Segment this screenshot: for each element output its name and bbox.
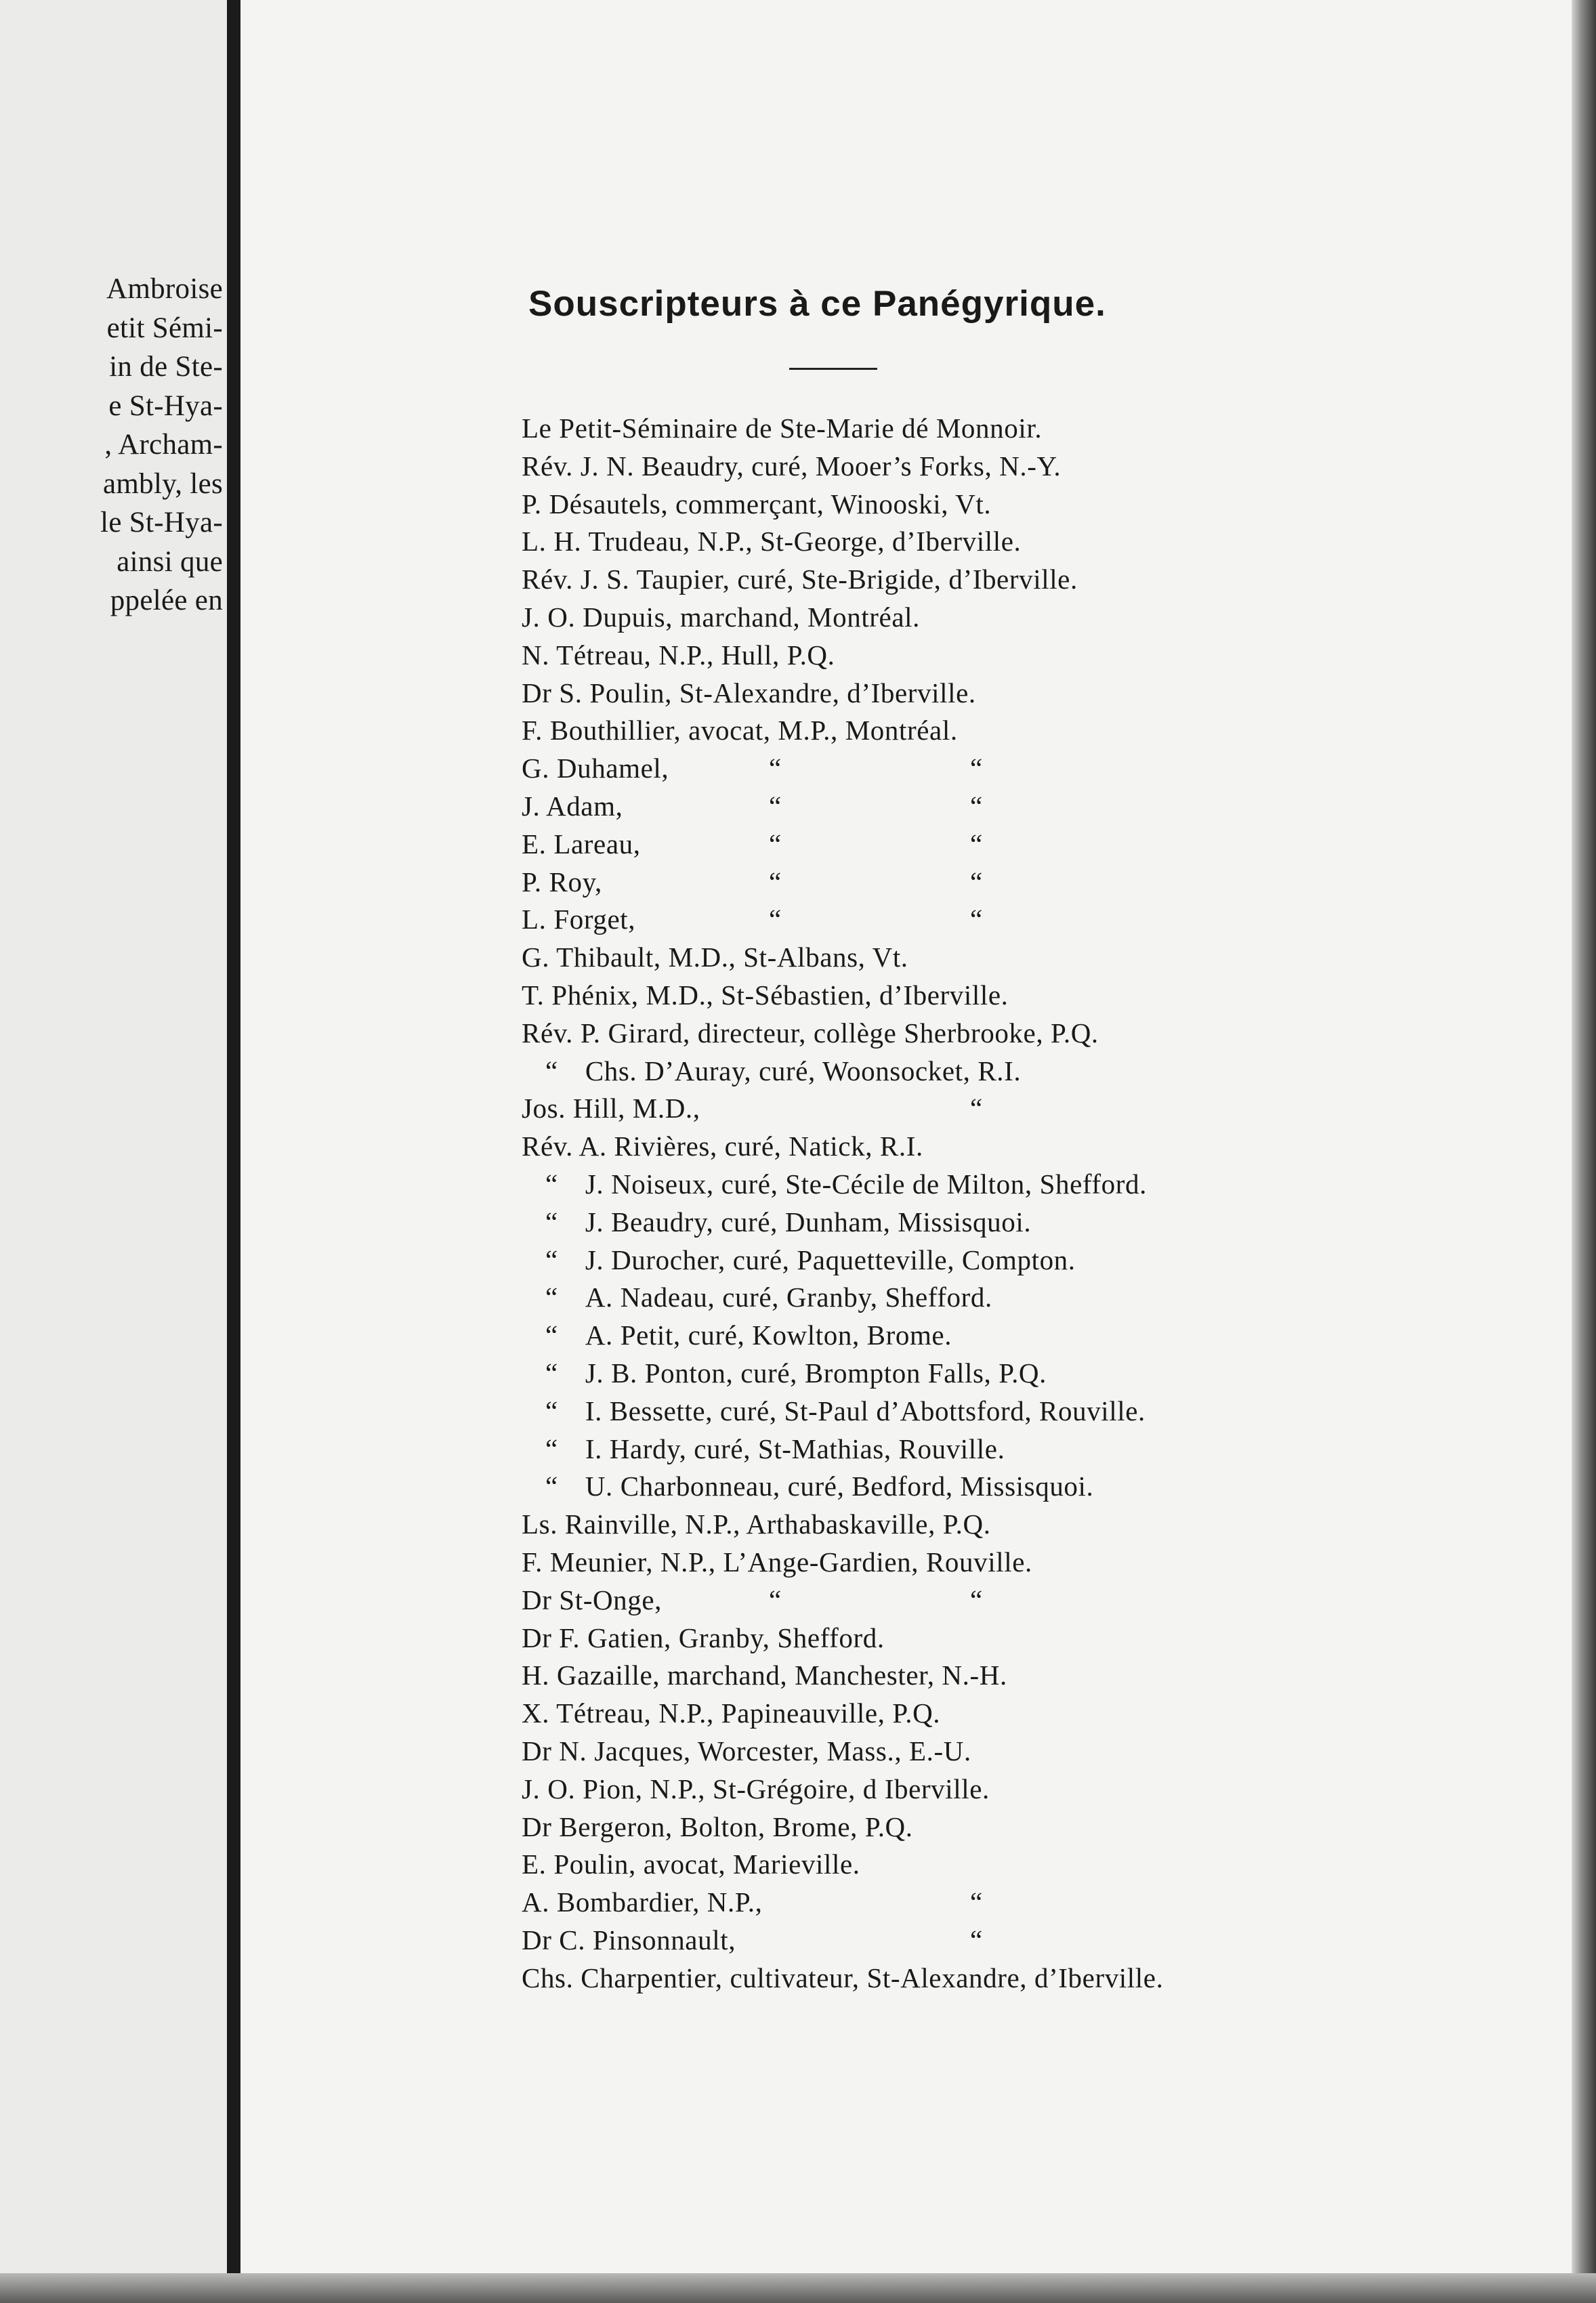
- subscriber-entry: [522, 1813, 913, 1841]
- subscriber-text: Dr S. Poulin, St-Alexandre, d’Iberville.: [522, 677, 976, 709]
- left-page-line: ambly, les: [103, 467, 223, 500]
- title-rule: [789, 368, 877, 370]
- ditto-mark: “: [769, 753, 782, 784]
- ditto-mark: “: [545, 1244, 558, 1275]
- ditto-mark: “: [970, 1093, 983, 1124]
- ditto-mark: “: [769, 828, 782, 860]
- subscriber-text: A. Bombardier, N.P.,: [522, 1886, 763, 1918]
- page-title: Souscripteurs à ce Panégyrique.: [528, 284, 1106, 324]
- ditto-mark: “: [970, 790, 983, 822]
- subscriber-entry: [545, 1208, 1031, 1236]
- subscriber-entry: [522, 790, 623, 822]
- left-page-line: Ambroise: [106, 273, 223, 305]
- subscriber-entry: [522, 528, 1021, 555]
- subscriber-text: J. Adam,: [522, 790, 623, 822]
- subscriber-text: Le Petit-Séminaire de Ste-Marie dé Monnoir.: [522, 413, 1043, 444]
- ditto-mark: “: [545, 1471, 558, 1502]
- subscriber-entry: [522, 452, 1061, 480]
- subscriber-entry: [522, 1888, 762, 1916]
- subscriber-entry: [522, 717, 958, 744]
- subscriber-text: Dr F. Gatien, Granby, Shefford.: [522, 1622, 885, 1653]
- book-gutter: [227, 0, 240, 2303]
- subscriber-entry: [522, 601, 920, 633]
- ditto-mark: “: [970, 753, 983, 784]
- subscriber-entry: [545, 1246, 1076, 1274]
- subscriber-text: H. Gazaille, marchand, Manchester, N.-H.: [522, 1660, 1007, 1691]
- ditto-mark: “: [769, 866, 782, 897]
- subscriber-entry: [522, 1662, 1007, 1689]
- ditto-mark: “: [970, 1886, 983, 1918]
- subscriber-text: I. Bessette, curé, St-Paul d’Abottsford, Rouville.: [585, 1395, 1146, 1427]
- subscriber-text: X. Tétreau, N.P., Papineauville, P.Q.: [522, 1697, 941, 1729]
- left-page-line: etit Sémi-: [106, 312, 223, 344]
- subscriber-entry: [522, 755, 669, 782]
- ditto-mark: “: [970, 866, 983, 897]
- subscriber-text: Dr St-Onge,: [522, 1584, 663, 1615]
- subscriber-text: Rév. J. S. Taupier, curé, Ste-Brigide, d’Iberville.: [522, 564, 1078, 595]
- subscriber-text: Dr Bergeron, Bolton, Brome, P.Q.: [522, 1811, 913, 1842]
- subscriber-text: Dr C. Pinsonnault,: [522, 1924, 736, 1956]
- subscriber-entry: [522, 415, 1042, 442]
- left-page-line: , Archam-: [104, 429, 223, 461]
- subscriber-entry: [545, 1359, 1047, 1387]
- subscriber-entry: [545, 1473, 1093, 1500]
- subscriber-entry: [522, 1848, 860, 1880]
- subscriber-entry: [522, 1775, 990, 1803]
- subscriber-text: Jos. Hill, M.D.,: [522, 1093, 700, 1124]
- subscriber-entry: [522, 868, 602, 896]
- subscriber-text: J. Noiseux, curé, Ste-Cécile de Milton, Shefford.: [585, 1168, 1147, 1200]
- subscriber-text: T. Phénix, M.D., St-Sébastien, d’Iberville.: [522, 979, 1009, 1011]
- subscriber-entry: [545, 1284, 992, 1311]
- subscriber-entry: [522, 679, 976, 707]
- subscriber-text: Chs. D’Auray, curé, Woonsocket, R.I.: [585, 1055, 1022, 1086]
- subscriber-entry: [545, 1319, 952, 1351]
- ditto-mark: “: [970, 1924, 983, 1956]
- subscriber-text: J. O. Pion, N.P., St-Grégoire, d Iberville.: [522, 1773, 990, 1804]
- subscriber-entry: [522, 641, 835, 669]
- ditto-mark: “: [970, 1584, 983, 1615]
- subscriber-text: I. Hardy, curé, St-Mathias, Rouville.: [585, 1433, 1005, 1464]
- subscriber-entry: [522, 830, 641, 858]
- ditto-mark: “: [545, 1206, 558, 1238]
- left-page-fragment: [0, 0, 227, 2303]
- ditto-mark: “: [970, 904, 983, 935]
- left-page-line: e St-Hya-: [108, 389, 223, 422]
- subscriber-entry: [522, 1624, 885, 1652]
- subscriber-entry: [522, 490, 991, 518]
- subscriber-entry: [522, 981, 1009, 1009]
- subscriber-entry: [545, 1435, 1005, 1463]
- left-page-line: ppelée en: [110, 585, 223, 616]
- subscriber-text: J. B. Ponton, curé, Brompton Falls, P.Q.: [585, 1357, 1047, 1389]
- subscriber-text: Chs. Charpentier, cultivateur, St-Alexandre, d’Iberville.: [522, 1962, 1164, 1993]
- subscriber-text: L. Forget,: [522, 904, 636, 935]
- subscriber-text: A. Petit, curé, Kowlton, Brome.: [585, 1319, 952, 1351]
- subscriber-text: P. Désautels, commerçant, Winooski, Vt.: [522, 488, 992, 520]
- ditto-mark: “: [545, 1282, 558, 1313]
- subscriber-text: P. Roy,: [522, 866, 602, 897]
- subscriber-text: J. O. Dupuis, marchand, Montréal.: [522, 601, 920, 633]
- subscriber-text: G. Duhamel,: [522, 753, 669, 784]
- subscriber-text: L. H. Trudeau, N.P., St-George, d’Iberville.: [522, 526, 1022, 557]
- subscriber-text: U. Charbonneau, curé, Bedford, Missisquoi.: [585, 1471, 1094, 1502]
- subscriber-text: F. Bouthillier, avocat, M.P., Montréal.: [522, 715, 958, 746]
- subscriber-entry: [522, 1737, 971, 1765]
- subscriber-entry: [545, 1170, 1147, 1198]
- subscriber-entry: [522, 1548, 1032, 1576]
- ditto-mark: “: [769, 790, 782, 822]
- ditto-mark: “: [545, 1168, 558, 1200]
- ditto-mark: “: [545, 1433, 558, 1464]
- subscriber-text: Ls. Rainville, N.P., Arthabaskaville, P.Q.: [522, 1508, 991, 1540]
- subscriber-text: E. Lareau,: [522, 828, 641, 860]
- subscriber-entry: [522, 1586, 662, 1614]
- ditto-mark: “: [970, 828, 983, 860]
- subscriber-text: A. Nadeau, curé, Granby, Shefford.: [585, 1282, 992, 1313]
- ditto-mark: “: [769, 1584, 782, 1615]
- subscriber-text: J. Durocher, curé, Paquetteville, Compton.: [585, 1244, 1076, 1275]
- subscriber-entry: [522, 1964, 1163, 1992]
- left-page-line: in de Ste-: [109, 351, 223, 383]
- subscriber-text: F. Meunier, N.P., L’Ange-Gardien, Rouville.: [522, 1546, 1032, 1578]
- subscriber-entry: [522, 944, 908, 971]
- subscriber-entry: [522, 566, 1078, 593]
- subscriber-entry: [545, 1057, 1021, 1085]
- subscriber-entry: [522, 1926, 736, 1954]
- scan-bottom-edge: [0, 2273, 1596, 2303]
- subscriber-text: Rév. P. Girard, directeur, collège Sherbrooke, P.Q.: [522, 1017, 1099, 1049]
- ditto-mark: “: [545, 1319, 558, 1351]
- subscriber-entry: [545, 1397, 1146, 1425]
- subscriber-entry: [522, 906, 635, 933]
- ditto-mark: “: [545, 1357, 558, 1389]
- subscriber-entry: [522, 1095, 700, 1122]
- subscriber-text: Dr N. Jacques, Worcester, Mass., E.-U.: [522, 1735, 971, 1767]
- subscriber-text: Rév. J. N. Beaudry, curé, Mooer’s Forks, N.-Y.: [522, 450, 1062, 482]
- subscriber-entry: [522, 1019, 1099, 1047]
- subscriber-text: G. Thibault, M.D., St-Albans, Vt.: [522, 942, 908, 973]
- subscriber-entry: [522, 1133, 923, 1160]
- subscriber-text: Rév. A. Rivières, curé, Natick, R.I.: [522, 1131, 923, 1162]
- ditto-mark: “: [545, 1395, 558, 1427]
- ditto-mark: “: [769, 904, 782, 935]
- left-page-line: ainsi que: [117, 545, 223, 578]
- subscriber-entry: [522, 1699, 940, 1727]
- subscriber-text: J. Beaudry, curé, Dunham, Missisquoi.: [585, 1206, 1032, 1238]
- subscriber-text: E. Poulin, avocat, Marieville.: [522, 1848, 860, 1880]
- subscriber-text: N. Tétreau, N.P., Hull, P.Q.: [522, 639, 835, 671]
- subscriber-entry: [522, 1510, 991, 1538]
- ditto-mark: “: [545, 1055, 558, 1086]
- page-edge-shadow: [1572, 0, 1596, 2303]
- left-page-line: le St-Hya-: [100, 507, 223, 538]
